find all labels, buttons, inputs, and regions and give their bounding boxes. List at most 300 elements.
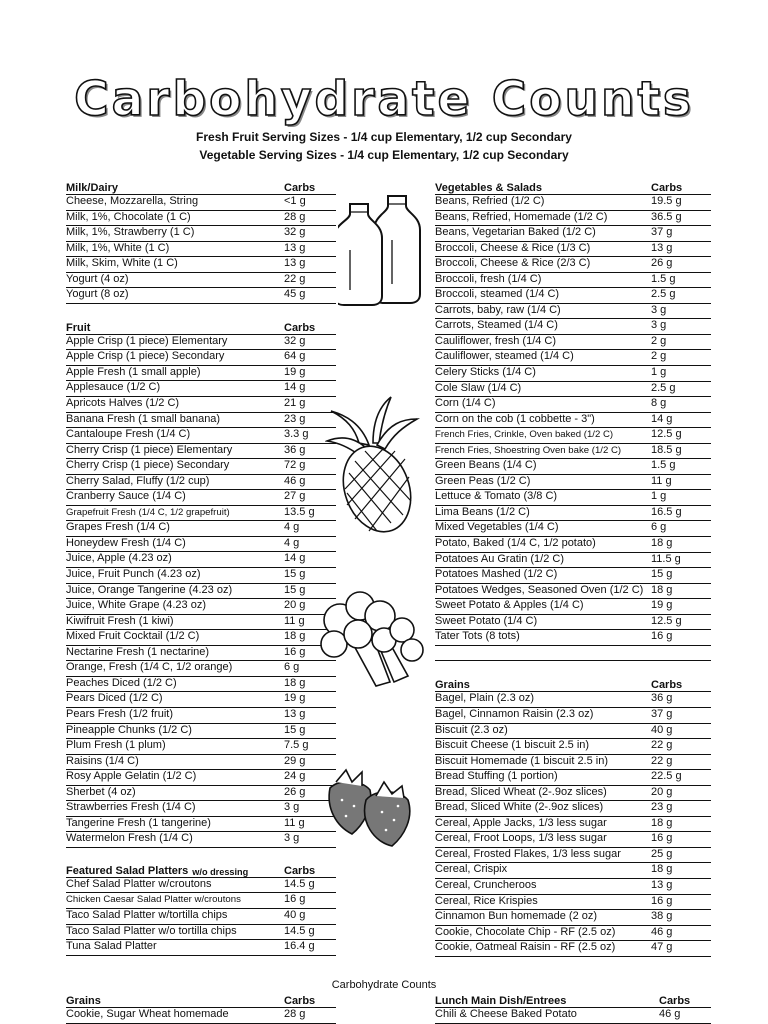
- table-row: [435, 444, 711, 460]
- item-carbs: 15 g: [284, 583, 306, 596]
- item-carbs: 13 g: [651, 241, 673, 254]
- carbs-column-header: Carbs: [284, 182, 316, 194]
- footer-title: Carbohydrate Counts: [331, 979, 437, 991]
- item-carbs: 22 g: [651, 754, 673, 767]
- table-row: [435, 708, 711, 724]
- item-name: Corn (1/4 C): [435, 397, 496, 410]
- grains-section: [435, 674, 711, 956]
- item-carbs: 2.5 g: [651, 381, 676, 394]
- item-name: Mixed Fruit Cocktail (1/2 C): [66, 630, 200, 643]
- item-name: Broccoli, Cheese & Rice (2/3 C): [435, 257, 591, 270]
- item-carbs: 15 g: [284, 568, 306, 581]
- table-row: [66, 350, 336, 366]
- item-name: Tuna Salad Platter: [66, 940, 157, 953]
- table-row: [66, 537, 336, 553]
- item-name: Broccoli, Cheese & Rice (1/3 C): [435, 241, 591, 254]
- item-carbs: 20 g: [284, 599, 306, 612]
- item-carbs: 32 g: [284, 226, 306, 239]
- item-carbs: 38 g: [651, 910, 673, 923]
- item-name: Potatoes Wedges, Seasoned Oven (1/2 C): [435, 583, 644, 596]
- item-carbs: 16 g: [284, 893, 306, 906]
- item-name: Plum Fresh (1 plum): [66, 739, 166, 752]
- item-carbs: 36.5 g: [651, 210, 682, 223]
- salad-platters-section: [66, 860, 336, 956]
- table-row: [435, 506, 711, 522]
- section-header: [66, 177, 336, 195]
- item-name: Cherry Salad, Fluffy (1/2 cup): [66, 474, 210, 487]
- table-row: [435, 195, 711, 211]
- item-carbs: 14 g: [284, 381, 306, 394]
- table-row: [66, 459, 336, 475]
- item-name: Biscuit Homemade (1 biscuit 2.5 in): [435, 754, 609, 767]
- item-name: Watermelon Fresh (1/4 C): [66, 832, 193, 845]
- item-carbs: 6 g: [651, 521, 667, 534]
- blank-row: [435, 646, 711, 662]
- table-row: [435, 459, 711, 475]
- table-row: [435, 350, 711, 366]
- table-row: [66, 242, 336, 258]
- table-row: [435, 257, 711, 273]
- section-title: Milk/Dairy: [66, 182, 118, 194]
- item-name: Cranberry Sauce (1/4 C): [66, 490, 186, 503]
- table-row: [435, 242, 711, 258]
- vegetables-salads-section: [435, 177, 711, 646]
- left-column: [66, 177, 336, 956]
- item-name: Tater Tots (8 tots): [435, 630, 520, 643]
- table-row: [435, 1008, 711, 1024]
- table-row: [66, 521, 336, 537]
- section-title: Featured Salad Platters: [66, 864, 189, 877]
- item-carbs: 4 g: [284, 536, 300, 549]
- item-name: Cookie, Chocolate Chip - RF (2.5 oz): [435, 925, 616, 938]
- item-name: Celery Sticks (1/4 C): [435, 366, 536, 379]
- table-row: [66, 724, 336, 740]
- subtitle-fruit-serving: Fresh Fruit Serving Sizes - 1/4 cup Elementary, 1/2 cup Secondary: [196, 130, 572, 144]
- item-name: Carrots, baby, raw (1/4 C): [435, 303, 561, 316]
- table-row: [435, 304, 711, 320]
- table-row: [435, 584, 711, 600]
- item-carbs: 14.5 g: [284, 924, 315, 937]
- item-carbs: 11 g: [284, 816, 305, 829]
- item-carbs: 18 g: [284, 676, 306, 689]
- table-row: [435, 475, 711, 491]
- item-carbs: 16 g: [651, 630, 673, 643]
- item-name: Milk, 1%, Strawberry (1 C): [66, 226, 195, 239]
- item-name: Broccoli, fresh (1/4 C): [435, 272, 542, 285]
- table-row: [435, 692, 711, 708]
- table-row: [66, 755, 336, 771]
- table-row: [435, 319, 711, 335]
- section-header: [435, 674, 711, 692]
- item-carbs: 37 g: [651, 707, 673, 720]
- table-row: [66, 893, 336, 909]
- subtitle-vegetable-serving: Vegetable Serving Sizes - 1/4 cup Elementary, 1/2 cup Secondary: [199, 148, 569, 162]
- item-name: Green Beans (1/4 C): [435, 459, 537, 472]
- table-row: [435, 724, 711, 740]
- item-name: Sweet Potato & Apples (1/4 C): [435, 599, 584, 612]
- item-name: Lima Beans (1/2 C): [435, 505, 530, 518]
- item-carbs: 18.5 g: [651, 443, 682, 456]
- carbs-column-header: Carbs: [284, 995, 316, 1007]
- table-row: [66, 366, 336, 382]
- milk-dairy-section: [66, 177, 336, 304]
- item-carbs: 2.5 g: [651, 288, 676, 301]
- section-note: w/o dressing: [192, 866, 249, 877]
- strawberries-icon: [322, 762, 428, 848]
- item-name: Potato, Baked (1/4 C, 1/2 potato): [435, 537, 596, 550]
- item-carbs: 19 g: [284, 692, 306, 705]
- item-carbs: 13 g: [284, 241, 306, 254]
- item-carbs: 46 g: [659, 1008, 681, 1020]
- item-name: Chili & Cheese Baked Potato: [435, 1008, 577, 1020]
- table-row: [435, 910, 711, 926]
- bottom-right-section: [435, 990, 711, 1024]
- item-name: Juice, Apple (4.23 oz): [66, 552, 172, 565]
- item-carbs: 8 g: [651, 397, 667, 410]
- item-name: Cherry Crisp (1 piece) Secondary: [66, 459, 230, 472]
- table-row: [66, 335, 336, 351]
- table-row: [66, 925, 336, 941]
- section-title: Lunch Main Dish/Entrees: [435, 995, 567, 1007]
- fruit-section: [66, 317, 336, 848]
- table-row: [66, 661, 336, 677]
- item-name: Rosy Apple Gelatin (1/2 C): [66, 770, 197, 783]
- item-carbs: 23 g: [284, 412, 306, 425]
- item-name: Beans, Refried, Homemade (1/2 C): [435, 210, 608, 223]
- item-name: French Fries, Crinkle, Oven baked (1/2 C): [435, 429, 614, 441]
- item-carbs: 14 g: [284, 552, 306, 565]
- item-carbs: 14 g: [651, 412, 673, 425]
- item-name: Cereal, Apple Jacks, 1/3 less sugar: [435, 816, 607, 829]
- item-carbs: 46 g: [284, 474, 306, 487]
- table-row: [435, 428, 711, 444]
- table-row: [435, 490, 711, 506]
- table-row: [435, 770, 711, 786]
- item-name: Apple Crisp (1 piece) Secondary: [66, 350, 225, 363]
- item-name: Carrots, Steamed (1/4 C): [435, 319, 558, 332]
- item-carbs: 11.5 g: [651, 552, 681, 565]
- item-name: Corn on the cob (1 cobbette - 3"): [435, 412, 595, 425]
- item-name: Chef Salad Platter w/croutons: [66, 877, 212, 890]
- pineapple-icon: [325, 393, 420, 543]
- item-carbs: 72 g: [284, 459, 306, 472]
- table-row: [435, 413, 711, 429]
- item-name: Yogurt (8 oz): [66, 288, 129, 301]
- item-carbs: 1 g: [651, 490, 667, 503]
- item-name: Orange, Fresh (1/4 C, 1/2 orange): [66, 661, 233, 674]
- table-row: [435, 397, 711, 413]
- item-carbs: 64 g: [284, 350, 306, 363]
- item-carbs: 37 g: [651, 226, 673, 239]
- table-row: [435, 941, 711, 957]
- item-carbs: 14.5 g: [284, 877, 315, 890]
- item-carbs: 3 g: [651, 303, 667, 316]
- bottom-left-section: [66, 990, 336, 1024]
- item-name: Grapefruit Fresh (1/4 C, 1/2 grapefruit): [66, 506, 230, 518]
- item-name: Bread, Sliced Wheat (2-.9oz slices): [435, 785, 607, 798]
- item-name: French Fries, Shoestring Oven bake (1/2 C): [435, 444, 622, 456]
- item-carbs: 23 g: [651, 801, 673, 814]
- table-row: [66, 428, 336, 444]
- item-name: Pears Diced (1/2 C): [66, 692, 163, 705]
- item-carbs: 4 g: [284, 521, 300, 534]
- item-name: Bagel, Cinnamon Raisin (2.3 oz): [435, 707, 594, 720]
- item-carbs: 21 g: [284, 397, 306, 410]
- item-name: Biscuit (2.3 oz): [435, 723, 508, 736]
- item-name: Juice, White Grape (4.23 oz): [66, 599, 207, 612]
- item-carbs: 47 g: [651, 941, 673, 954]
- table-row: [66, 226, 336, 242]
- item-carbs: 2 g: [651, 334, 667, 347]
- item-name: Cereal, Rice Krispies: [435, 894, 538, 907]
- item-name: Nectarine Fresh (1 nectarine): [66, 645, 210, 658]
- table-row: [435, 335, 711, 351]
- item-name: Beans, Vegetarian Baked (1/2 C): [435, 226, 596, 239]
- item-name: Sherbet (4 oz): [66, 785, 136, 798]
- table-row: [435, 879, 711, 895]
- carbs-column-header: Carbs: [284, 864, 316, 877]
- carbs-column-header: Carbs: [651, 679, 683, 692]
- item-carbs: 11 g: [651, 474, 672, 487]
- item-name: Cereal, Cruncheroos: [435, 878, 537, 891]
- item-name: Cole Slaw (1/4 C): [435, 381, 522, 394]
- item-carbs: 36 g: [651, 692, 673, 705]
- table-row: [66, 195, 336, 211]
- item-carbs: 13 g: [284, 257, 306, 270]
- table-row: [66, 770, 336, 786]
- table-row: [435, 553, 711, 569]
- item-name: Beans, Refried (1/2 C): [435, 195, 545, 207]
- table-row: [66, 584, 336, 600]
- item-name: Bread, Sliced White (2-.9oz slices): [435, 801, 604, 814]
- item-name: Cauliflower, fresh (1/4 C): [435, 334, 557, 347]
- table-row: [66, 599, 336, 615]
- item-name: Mixed Vegetables (1/4 C): [435, 521, 559, 534]
- table-row: [435, 817, 711, 833]
- item-carbs: 13 g: [651, 878, 673, 891]
- table-row: [435, 848, 711, 864]
- item-carbs: 22 g: [284, 272, 306, 285]
- table-row: [66, 878, 336, 894]
- table-row: [66, 257, 336, 273]
- item-carbs: 22 g: [651, 739, 673, 752]
- item-carbs: 25 g: [651, 847, 673, 860]
- item-name: Pears Fresh (1/2 fruit): [66, 707, 173, 720]
- table-row: [66, 940, 336, 956]
- item-name: Cereal, Crispix: [435, 863, 508, 876]
- table-row: [66, 475, 336, 491]
- item-carbs: 18 g: [651, 537, 673, 550]
- table-row: [66, 381, 336, 397]
- item-carbs: 12.5 g: [651, 428, 682, 441]
- item-carbs: 16 g: [651, 832, 673, 845]
- table-row: [66, 552, 336, 568]
- table-row: [66, 506, 336, 522]
- item-name: Peaches Diced (1/2 C): [66, 676, 177, 689]
- item-carbs: 45 g: [284, 288, 306, 301]
- item-name: Cantaloupe Fresh (1/4 C): [66, 428, 191, 441]
- section-header: [435, 177, 711, 195]
- carbs-column-header: Carbs: [284, 321, 316, 334]
- table-row: [66, 786, 336, 802]
- item-carbs: 18 g: [651, 583, 673, 596]
- item-name: Apricots Halves (1/2 C): [66, 397, 180, 410]
- item-carbs: 13 g: [284, 707, 306, 720]
- table-row: [66, 909, 336, 925]
- table-row: [435, 863, 711, 879]
- item-carbs: 3.3 g: [284, 428, 309, 441]
- item-name: Strawberries Fresh (1/4 C): [66, 801, 196, 814]
- item-carbs: 18 g: [651, 816, 673, 829]
- broccoli-icon: [318, 590, 438, 690]
- item-carbs: 32 g: [284, 334, 306, 347]
- item-name: Sweet Potato (1/4 C): [435, 614, 538, 627]
- table-row: [435, 786, 711, 802]
- table-row: [435, 755, 711, 771]
- item-carbs: 16.5 g: [651, 505, 682, 518]
- item-carbs: 16.4 g: [284, 940, 315, 953]
- item-name: Milk, 1%, White (1 C): [66, 241, 170, 254]
- table-row: [435, 615, 711, 631]
- table-row: [66, 817, 336, 833]
- lunch-main-dish-section: [435, 990, 711, 1024]
- item-name: Taco Salad Platter w/o tortilla chips: [66, 924, 237, 937]
- item-name: Taco Salad Platter w/tortilla chips: [66, 908, 228, 921]
- table-row: [66, 739, 336, 755]
- item-name: Potatoes Mashed (1/2 C): [435, 568, 558, 581]
- item-carbs: 36 g: [284, 443, 306, 456]
- item-carbs: 26 g: [284, 785, 306, 798]
- table-row: [435, 926, 711, 942]
- table-row: [66, 615, 336, 631]
- carbs-column-header: Carbs: [659, 995, 691, 1007]
- item-carbs: 29 g: [284, 754, 306, 767]
- item-carbs: 40 g: [651, 723, 673, 736]
- grains-continued-section: [66, 990, 336, 1024]
- item-name: Bread Stuffing (1 portion): [435, 770, 558, 783]
- item-carbs: 24 g: [284, 770, 306, 783]
- item-name: Apple Crisp (1 piece) Elementary: [66, 334, 228, 347]
- table-row: [66, 397, 336, 413]
- table-row: [66, 677, 336, 693]
- carbs-column-header: Carbs: [651, 182, 683, 194]
- item-carbs: 28 g: [284, 1008, 306, 1020]
- item-name: Potatoes Au Gratin (1/2 C): [435, 552, 565, 565]
- item-carbs: 3 g: [284, 801, 300, 814]
- item-name: Juice, Orange Tangerine (4.23 oz): [66, 583, 233, 596]
- table-row: [435, 739, 711, 755]
- item-name: Green Peas (1/2 C): [435, 474, 531, 487]
- item-carbs: 6 g: [284, 661, 300, 674]
- item-carbs: 40 g: [284, 908, 306, 921]
- item-carbs: 28 g: [284, 210, 306, 223]
- item-carbs: 3 g: [651, 319, 667, 332]
- table-row: [435, 288, 711, 304]
- table-row: [66, 273, 336, 289]
- table-row: [435, 211, 711, 227]
- section-title: Vegetables & Salads: [435, 182, 542, 194]
- table-row: [435, 568, 711, 584]
- item-carbs: 18 g: [284, 630, 306, 643]
- item-name: Cookie, Oatmeal Raisin - RF (2.5 oz): [435, 941, 616, 954]
- item-carbs: 13.5 g: [284, 505, 315, 518]
- item-carbs: 26 g: [651, 257, 673, 270]
- item-name: Honeydew Fresh (1/4 C): [66, 536, 186, 549]
- item-name: Biscuit Cheese (1 biscuit 2.5 in): [435, 739, 590, 752]
- item-carbs: 1.5 g: [651, 459, 676, 472]
- table-row: [435, 366, 711, 382]
- section-title: Grains: [66, 995, 101, 1007]
- item-carbs: 3 g: [284, 832, 300, 845]
- section-title: Fruit: [66, 321, 91, 334]
- item-name: Milk, 1%, Chocolate (1 C): [66, 210, 191, 223]
- item-carbs: 7.5 g: [284, 739, 309, 752]
- item-name: Apple Fresh (1 small apple): [66, 365, 201, 378]
- item-carbs: 16 g: [284, 645, 306, 658]
- item-name: Cauliflower, steamed (1/4 C): [435, 350, 574, 363]
- table-row: [435, 273, 711, 289]
- table-row: [66, 708, 336, 724]
- item-name: Lettuce & Tomato (3/8 C): [435, 490, 558, 503]
- item-name: Cherry Crisp (1 piece) Elementary: [66, 443, 233, 456]
- item-carbs: 1 g: [651, 366, 667, 379]
- section-header: [66, 860, 336, 878]
- item-name: Broccoli, steamed (1/4 C): [435, 288, 560, 301]
- item-carbs: 22.5 g: [651, 770, 682, 783]
- item-carbs: 19.5 g: [651, 195, 682, 207]
- item-carbs: <1 g: [284, 195, 306, 207]
- item-carbs: 12.5 g: [651, 614, 682, 627]
- item-name: Tangerine Fresh (1 tangerine): [66, 816, 211, 829]
- item-name: Bagel, Plain (2.3 oz): [435, 692, 535, 705]
- section-header: [435, 990, 711, 1008]
- item-carbs: 15 g: [651, 568, 673, 581]
- item-carbs: 46 g: [651, 925, 673, 938]
- item-name: Milk, Skim, White (1 C): [66, 257, 178, 270]
- item-name: Juice, Fruit Punch (4.23 oz): [66, 568, 201, 581]
- item-name: Raisins (1/4 C): [66, 754, 139, 767]
- item-name: Grapes Fresh (1/4 C): [66, 521, 170, 534]
- table-row: [66, 692, 336, 708]
- table-row: [66, 413, 336, 429]
- item-carbs: 16 g: [651, 894, 673, 907]
- table-row: [435, 630, 711, 646]
- item-carbs: 20 g: [651, 785, 673, 798]
- section-title: Grains: [435, 679, 470, 692]
- table-row: [66, 288, 336, 304]
- table-row: [66, 211, 336, 227]
- table-row: [66, 568, 336, 584]
- table-row: [66, 801, 336, 817]
- table-row: [435, 537, 711, 553]
- table-row: [66, 646, 336, 662]
- item-carbs: 19 g: [651, 599, 673, 612]
- item-carbs: 11 g: [284, 614, 305, 627]
- table-row: [435, 895, 711, 911]
- item-name: Cinnamon Bun homemade (2 oz): [435, 910, 598, 923]
- item-name: Cereal, Frosted Flakes, 1/3 less sugar: [435, 847, 621, 860]
- table-row: [435, 382, 711, 398]
- right-column: [435, 177, 711, 957]
- table-row: [435, 832, 711, 848]
- table-row: [66, 832, 336, 848]
- item-name: Cheese, Mozzarella, String: [66, 195, 199, 207]
- table-row: [435, 599, 711, 615]
- item-carbs: 2 g: [651, 350, 667, 363]
- table-row: [435, 226, 711, 242]
- milk-bottles-icon: [338, 190, 428, 310]
- table-row: [66, 490, 336, 506]
